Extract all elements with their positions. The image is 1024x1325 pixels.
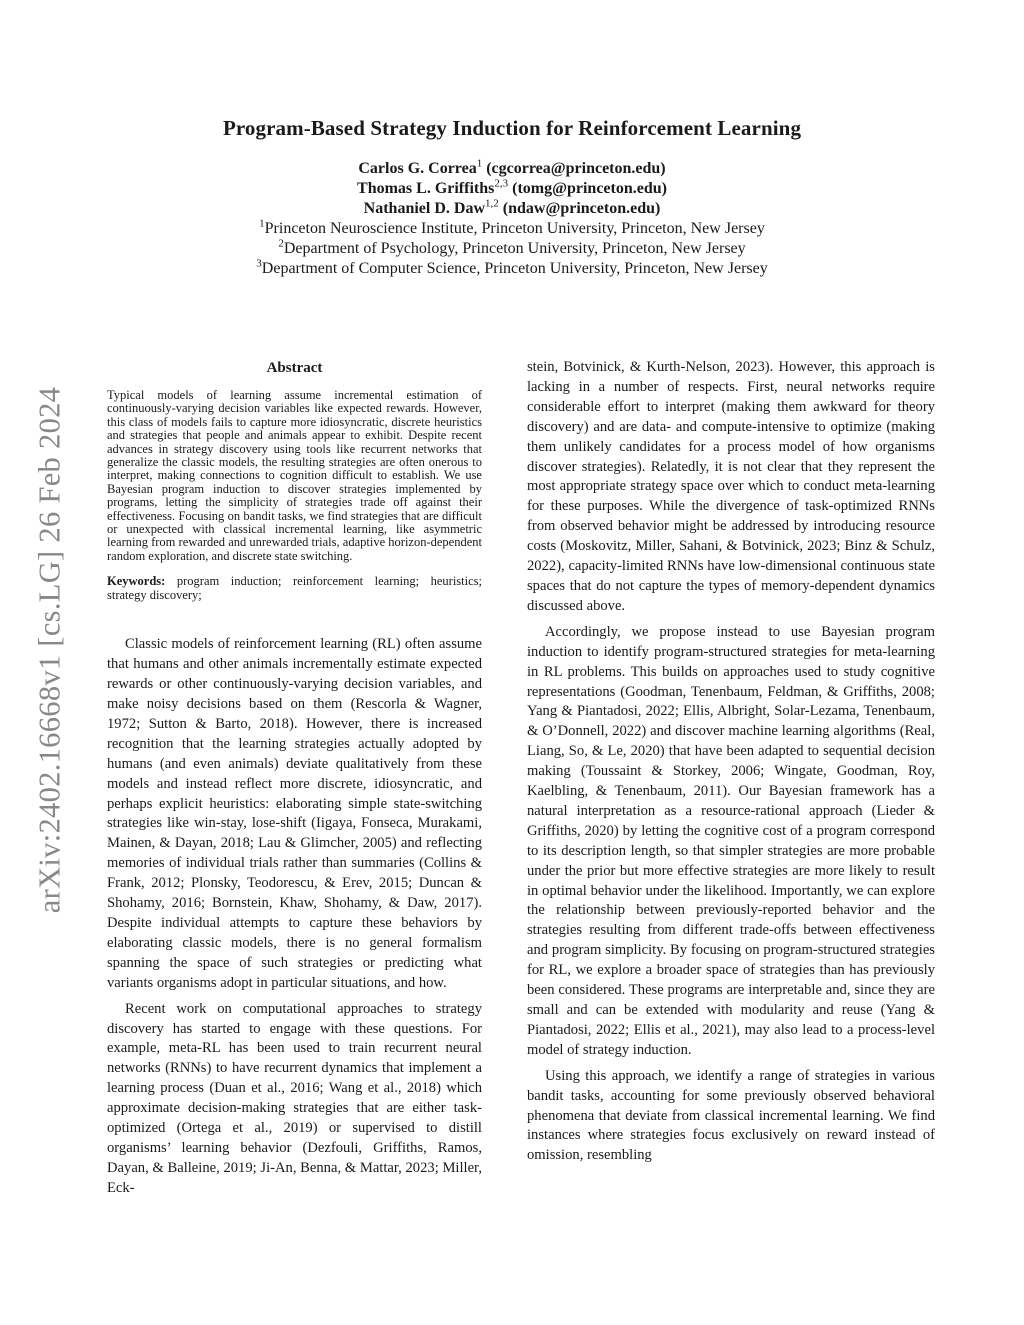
author-email: (cgcorrea@princeton.edu)	[486, 160, 666, 177]
author-name: Thomas L. Griffiths	[357, 180, 495, 197]
keywords	[107, 575, 482, 602]
author-affiliation-sup: 1	[476, 157, 483, 170]
affiliation-sup: 1	[259, 217, 265, 230]
keywords-label: Keywords:	[107, 574, 166, 589]
affiliation-sup: 2	[278, 237, 284, 250]
affiliation-text: Department of Psychology, Princeton University, Princeton, New Jersey	[283, 240, 746, 257]
body-paragraph: Using this approach, we identify a range of strategies in various bandit tasks, accounting for some previously observed behavioral phenomena that deviate from classical incremental learning. We find instances where strategies focus exclusively on reward instead of omission, resembling	[527, 1067, 935, 1164]
affiliation-text: Princeton Neuroscience Institute, Princeton University, Princeton, New Jersey	[264, 220, 765, 237]
abstract-text: Typical models of learning assume incremental estimation of continuously-varying decision variables like expected rewards. However, this class of models fails to capture more idiosyncratic, discrete heuristics and strategies that people and animals appear to exhibit. Despite recent advances in strategy discovery using tools like recurrent networks that generalize the classic models, the resulting strategies are often onerous to interpret, making connections to cognition difficult to establish. We use Bayesian program induction to discover strategies implemented by programs, letting the simplicity of strategies trade off against their effectiveness. Focusing on bandit tasks, we find strategies that are difficult or unexpected with classical incremental learning, like asymmetric learning from rewarded and unrewarded trials, adaptive horizon-dependent random exploration, and discrete state switching.	[107, 388, 482, 563]
abstract-heading: Abstract	[266, 360, 323, 376]
author-line	[0, 159, 1024, 179]
arxiv-sidebar	[30, 360, 70, 940]
affiliation-line	[0, 219, 1024, 239]
affiliation-line	[0, 259, 1024, 279]
author-block	[0, 159, 1024, 279]
paper-title: Program-Based Strategy Induction for Reinforcement Learning	[222, 116, 802, 140]
author-affiliation-sup: 1,2	[485, 197, 499, 210]
left-column	[107, 360, 482, 1199]
author-line	[0, 179, 1024, 199]
author-line	[0, 199, 1024, 219]
author-email: (tomg@princeton.edu)	[512, 180, 667, 197]
right-column	[527, 358, 935, 1166]
author-name: Carlos G. Correa	[358, 160, 477, 177]
body-paragraph: stein, Botvinick, & Kurth-Nelson, 2023). However, this approach is lacking in a number of respects. First, neural networks require considerable effort to interpret (making them awkward for theory discovery) and are data- and compute-intensive to optimize (making them unlikely candidates for a process model of how organisms discover strategies). Relatedly, it is not clear that they represent the most appropriate strategy space over which to conduct meta-learning for these purposes. While the divergence of task-optimized RNNs from observed behavior might be addressed by introducing resource costs (Moskovitz, Miller, Sahani, & Botvinick, 2023; Binz & Schulz, 2022), capacity-limited RNNs have low-dimensional continuous state spaces that do not capture the types of memory-dependent dynamics discussed above.	[527, 359, 935, 614]
author-affiliation-sup: 2,3	[494, 177, 509, 190]
author-email: (ndaw@princeton.edu)	[502, 200, 661, 217]
body-paragraph: Recent work on computational approaches to strategy discovery has started to engage with these questions. For example, meta-RL has been used to train recurrent neural networks (RNNs) to have recurrent dynamics that implement a learning process (Duan et al., 2016; Wang et al., 2018) which approximate decision-making strategies that are either task-optimized (Ortega et al., 2019) or supervised to distill organisms’ learning behavior (Dezfouli, Griffiths, Ramos, Dayan, & Balleine, 2019; Ji-An, Benna, & Mattar, 2023; Miller, Eck-	[107, 1000, 482, 1196]
affiliation-sup: 3	[256, 257, 262, 270]
keywords-text: program induction; reinforcement learning; heuristics; strategy discovery;	[107, 574, 482, 602]
author-name: Nathaniel D. Daw	[363, 200, 486, 217]
affiliation-line	[0, 239, 1024, 259]
body-paragraph: Classic models of reinforcement learning (RL) often assume that humans and other animals incrementally estimate expected rewards or other continuously-varying decision variables, and make noisy decisions based on them (Rescorla & Wagner, 1972; Sutton & Barto, 2018). However, there is increased recognition that the learning strategies actually adopted by humans (and even animals) deviate qualitatively from these models and instead reflect more discrete, idiosyncratic, and perhaps explicit heuristics: elaborating simple state-switching strategies like win-stay, lose-shift (Iigaya, Fonseca, Murakami, Mainen, & Dayan, 2018; Lau & Glimcher, 2005) and reflecting memories of individual trials rather than summaries (Collins & Frank, 2012; Plonsky, Teodorescu, & Erev, 2015; Duncan & Shohamy, 2016; Bornstein, Khaw, Shohamy, & Daw, 2017). Despite individual attempts to capture these behaviors by elaborating classic models, there is no general formalism spanning the space of such strategies or predicting what variants organisms adopt in particular situations, and how.	[107, 636, 482, 991]
arxiv-identifier: arXiv:2402.16668v1 [cs.LG] 26 Feb 2024	[32, 386, 67, 914]
affiliation-text: Department of Computer Science, Princeton University, Princeton, New Jersey	[261, 260, 768, 277]
body-paragraph: Accordingly, we propose instead to use Bayesian program induction to identify program-structured strategies for meta-learning in RL problems. This builds on approaches used to study cognitive representations (Goodman, Tenenbaum, Feldman, & Griffiths, 2008; Yang & Piantadosi, 2022; Ellis, Albright, Solar-Lezama, Tenenbaum, & O’Donnell, 2022) and discover machine learning algorithms (Real, Liang, So, & Le, 2020) that have been adapted to sequential decision making (Toussaint & Storkey, 2006; Wingate, Goodman, Roy, Kaelbling, & Tenenbaum, 2011). Our Bayesian framework has a natural interpretation as a resource-rational approach (Lieder & Griffiths, 2020) by letting the cognitive cost of a program correspond to its description length, so that simpler strategies are more probable under the prior but more effective strategies are more likely to result in optimal behavior under the likelihood. Importantly, we can explore the relationship between previously-reported behavior and the strategies resulting from different trade-offs between effectiveness and program simplicity. By focusing on program-structured strategies for RL, we explore a broader space of strategies than has previously been considered. These programs are interpretable and, since they are small and can be extended with modularity and reuse (Yang & Piantadosi, 2022; Ellis et al., 2021), may also lead to a process-level model of strategy induction.	[527, 623, 935, 1058]
